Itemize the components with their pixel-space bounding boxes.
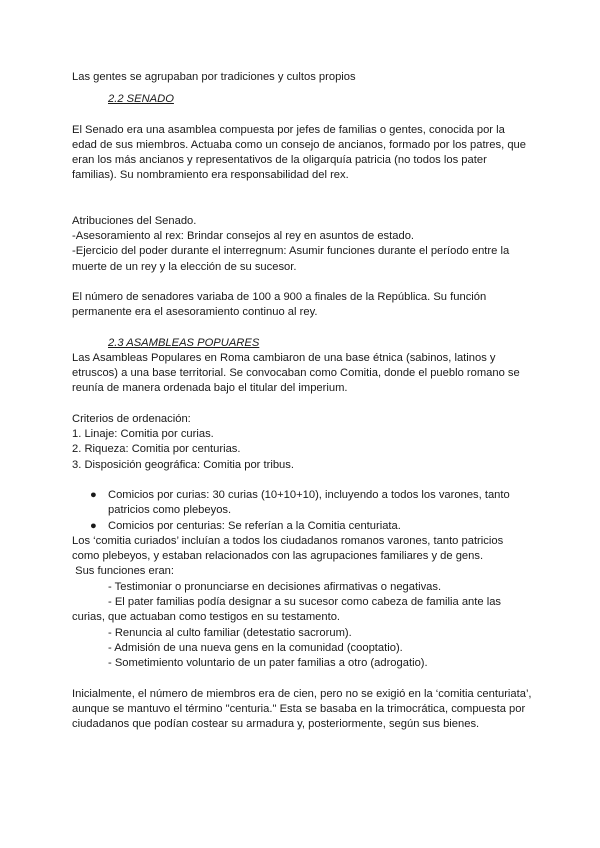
comicios-list (72, 488, 532, 534)
criterio-2: 2. Riqueza: Comitia por centurias. (72, 443, 241, 456)
senado-heading: 2.2 SENADO (108, 93, 174, 106)
asambleas-paragraph: Las Asambleas Populares en Roma cambiaron de una base étnica (sabinos, latinos y etruscos) a una base territorial. Se convocaban como Comitia, donde el pueblo romano se reunía de manera ordenada bajo el titular del imperium. (72, 351, 520, 395)
criterio-3: 3. Disposición geográfica: Comitia por tribus. (72, 458, 294, 471)
curiados-paragraph: Los ‘comitia curiados’ incluían a todos los ciudadanos romanos varones, tanto patricios como plebeyos, y estaban relacionados con las agrupaciones familiares y de gens. (72, 534, 504, 563)
atribucion-2: -Ejercicio del poder durante el interregnum: Asumir funciones durante el período entre la muerte de un rey y la elección de su sucesor. (72, 245, 510, 273)
funcion-2a: - El pater familias podía designar a su sucesor como cabeza de familia ante las (108, 596, 502, 609)
document-page (72, 70, 532, 732)
bullet-text-centurias: Comicios por centurias: Se referían a la Comitia centuriata. (108, 519, 401, 532)
final-paragraph: Inicialmente, el número de miembros era de cien, pero no se exigió en la ‘comitia centuriata’, aunque se mantuvo el término "centuria." Esta se basaba en la trimocrática, compuesta por ciudadanos que podían costear su armadura y, posteriormente, según sus bienes. (72, 687, 532, 731)
funcion-4: - Admisión de una nueva gens en la comunidad (cooptatio). (108, 641, 403, 654)
atribucion-1: -Asesoramiento al rex: Brindar consejos al rey en asuntos de estado. (72, 230, 415, 243)
funcion-2b: curias, que actuaban como testigos en su testamento. (72, 611, 341, 624)
funciones-title: Sus funciones eran: (72, 565, 174, 578)
bullet-text-curias: Comicios por curias: 30 curias (10+10+10), incluyendo a todos los varones, tanto patricios como plebeyos. (108, 488, 510, 517)
bullet-icon: ● (90, 519, 97, 532)
senado-paragraph: El Senado era una asamblea compuesta por jefes de familias o gentes, conocida por la edad de sus miembros. Actuaba como un consejo de ancianos, formado por los patres, que eran los más ancianos y representativos de la oligarquía patricia (no todos los pater familias). Su nombramiento era responsabilidad del rex. (72, 123, 526, 182)
list-item (90, 519, 532, 534)
bullet-icon: ● (90, 488, 97, 501)
numero-senadores: El número de senadores variaba de 100 a 900 a finales de la República. Su función permanente era el asesoramiento continuo al rey. (72, 290, 487, 319)
funcion-1: - Testimoniar o pronunciarse en decisiones afirmativas o negativas. (108, 580, 442, 593)
asambleas-heading: 2.3 ASAMBLEAS POPUARES (108, 336, 260, 349)
funcion-3: - Renuncia al culto familiar (detestatio sacrorum). (108, 626, 352, 639)
list-item (90, 488, 532, 519)
intro-line: Las gentes se agrupaban por tradiciones y cultos propios (72, 71, 356, 83)
criterio-1: 1. Linaje: Comitia por curias. (72, 428, 214, 441)
funcion-5: - Sometimiento voluntario de un pater familias a otro (adrogatio). (108, 657, 428, 670)
criterios-title: Criterios de ordenación: (72, 412, 191, 425)
atribuciones-title: Atribuciones del Senado. (72, 214, 197, 227)
